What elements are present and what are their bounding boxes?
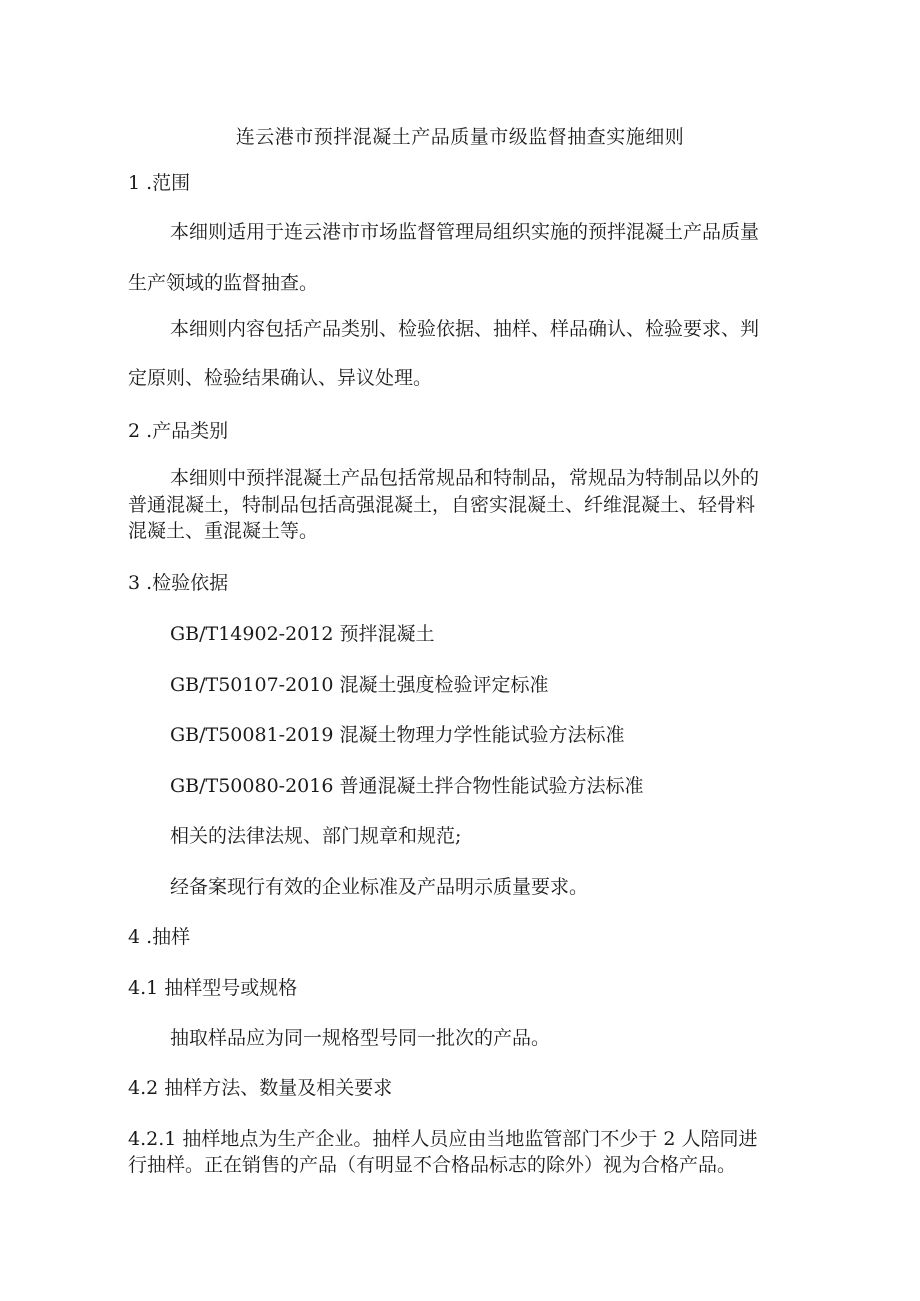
section-2-paragraph-line-2: 普通混凝土，特制品包括高强混凝土，自密实混凝土、纤维混凝土、轻骨料 xyxy=(128,494,756,516)
section-4-heading: 4 .抽样 xyxy=(128,926,191,948)
section-2-heading: 2 .产品类别 xyxy=(128,420,229,442)
section-3-item-6: 经备案现行有效的企业标准及产品明示质量要求。 xyxy=(170,876,589,898)
section-1-paragraph-2-line-2: 定原则、检验结果确认、异议处理。 xyxy=(128,367,433,389)
section-1-paragraph-1-line-1: 本细则适用于连云港市市场监督管理局组织实施的预拌混凝土产品质量 xyxy=(170,221,760,243)
section-3-item-5: 相关的法律法规、部门规章和规范; xyxy=(170,825,462,847)
section-1-paragraph-1-line-2: 生产领域的监督抽查。 xyxy=(128,272,319,294)
section-4-2-1-line-2: 行抽样。正在销售的产品（有明显不合格品标志的除外）视为合格产品。 xyxy=(128,1154,737,1176)
section-1-paragraph-2-line-1: 本细则内容包括产品类别、检验依据、抽样、样品确认、检验要求、判 xyxy=(170,318,760,340)
section-3-item-4: GB/T50080-2016 普通混凝土拌合物性能试验方法标准 xyxy=(170,775,644,797)
section-3-item-1: GB/T14902-2012 预拌混凝土 xyxy=(170,623,435,645)
section-4-2-1-line-1: 4.2.1 抽样地点为生产企业。抽样人员应由当地监管部门不少于 2 人陪同进 xyxy=(128,1128,758,1150)
section-3-item-3: GB/T50081-2019 混凝土物理力学性能试验方法标准 xyxy=(170,724,625,746)
section-3-item-2: GB/T50107-2010 混凝土强度检验评定标准 xyxy=(170,674,549,696)
section-4-2-heading: 4.2 抽样方法、数量及相关要求 xyxy=(128,1077,393,1099)
section-1-heading: 1 .范围 xyxy=(128,172,191,194)
document-title: 连云港市预拌混凝土产品质量市级监督抽查实施细则 xyxy=(235,126,685,148)
section-2-paragraph-line-1: 本细则中预拌混凝土产品包括常规品和特制品，常规品为特制品以外的 xyxy=(170,467,760,489)
section-4-1-text: 抽取样品应为同一规格型号同一批次的产品。 xyxy=(170,1027,551,1049)
section-4-1-heading: 4.1 抽样型号或规格 xyxy=(128,977,298,999)
section-3-heading: 3 .检验依据 xyxy=(128,572,229,594)
section-2-paragraph-line-3: 混凝土、重混凝土等。 xyxy=(128,520,319,542)
